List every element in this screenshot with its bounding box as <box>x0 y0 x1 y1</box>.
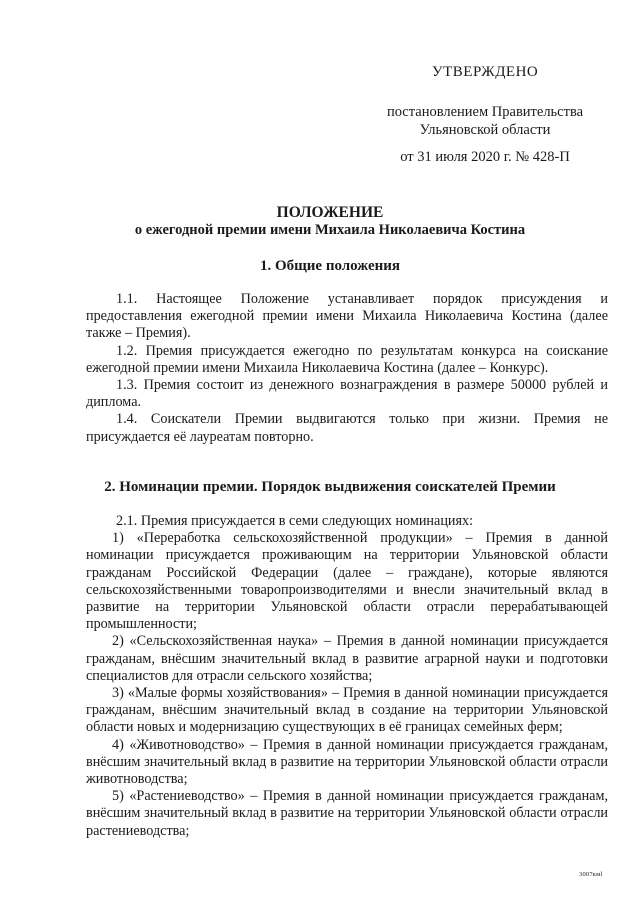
approval-stamp-title: УТВЕРЖДЕНО <box>432 64 539 80</box>
document-subtitle: о ежегодной премии имени Михаила Николаевича Костина <box>134 222 526 238</box>
approval-line-region: Ульяновской области <box>419 122 551 138</box>
section-1-heading: 1. Общие положения <box>259 258 401 274</box>
paragraph-1-3: 1.3. Премия состоит из денежного вознаграждения в размере 50000 рублей и диплома. <box>86 377 608 411</box>
approval-line-date: от 31 июля 2020 г. № 428-П <box>400 149 570 165</box>
nomination-4: 4) «Животноводство» – Премия в данной номинации присуждается гражданам, внёсшим значительный вклад в развитие на территории Ульяновской области отрасли животноводства; <box>86 736 608 788</box>
paragraph-1-4: 1.4. Соискатели Премии выдвигаются только при жизни. Премия не присуждается её лауреатам повторно. <box>86 411 608 445</box>
document-code: 3007кмl <box>579 871 603 878</box>
nomination-5: 5) «Растениеводство» – Премия в данной номинации присуждается гражданам, внёсшим значительный вклад в развитие на территории Ульяновской области отрасли растениеводства; <box>86 788 608 839</box>
section-1-body <box>86 291 608 446</box>
nomination-2: 2) «Сельскохозяйственная наука» – Премия в данной номинации присуждается гражданам, внёсшим значительный вклад в развитие аграрной науки и подготовки специалистов для отрасли сельского хозяйства; <box>86 633 608 684</box>
paragraph-2-1: 2.1. Премия присуждается в семи следующих номинациях: <box>116 513 474 529</box>
nomination-1: 1) «Переработка сельскохозяйственной продукции» – Премия в данной номинации присуждается проживающим на территории Ульяновской области гражданам Российской Федерации (далее – граждане), которые являются сельскохозяйственными товаропроизводителями и внесли значительный вклад в развитие на территории Ульяновской области отрасли перерабатывающей промышленности; <box>86 530 608 633</box>
paragraph-1-2: 1.2. Премия присуждается ежегодно по результатам конкурса на соискание ежегодной премии имени Михаила Николаевича Костина (далее – Конкурс). <box>86 342 608 376</box>
approval-line-decree: постановлением Правительства <box>386 104 584 120</box>
section-2-body <box>86 513 608 840</box>
section-2-heading: 2. Номинации премии. Порядок выдвижения соискателей Премии <box>104 479 556 495</box>
nomination-3: 3) «Малые формы хозяйствования» – Премия в данной номинации присуждается гражданам, внёсшим значительный вклад в создание на территории Ульяновской области новых и модернизацию существующих в её границах семейных ферм; <box>86 685 608 736</box>
paragraph-1-1: 1.1. Настоящее Положение устанавливает порядок присуждения и предоставления ежегодной премии имени Михаила Николаевича Костина (далее также – Премия). <box>86 291 608 342</box>
document-title: ПОЛОЖЕНИЕ <box>276 204 384 221</box>
